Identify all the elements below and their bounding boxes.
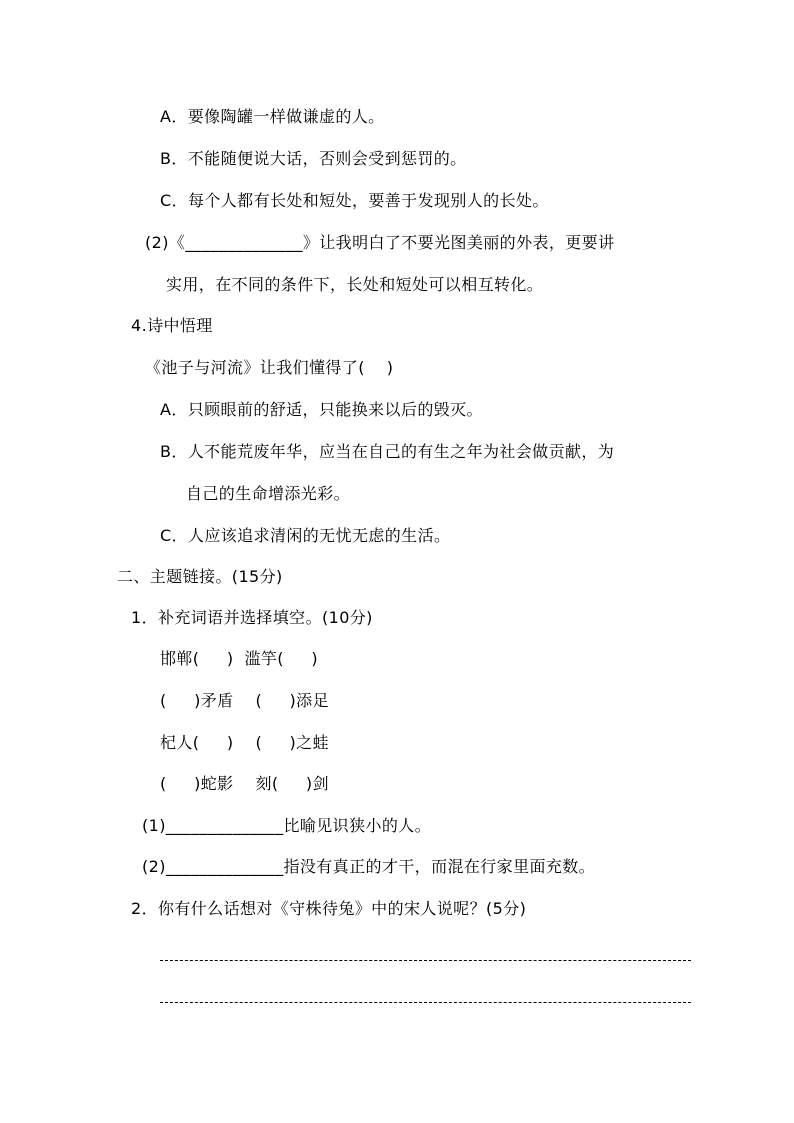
idiom-row-4: ( )蛇影 刻( )剑 bbox=[160, 774, 329, 793]
q3-option-c: C．每个人都有长处和短处，要善于发现别人的长处。 bbox=[160, 191, 549, 210]
q3-sub2-line1: (2)《______________》让我明白了不要光图美丽的外表，更要讲 bbox=[145, 233, 615, 252]
section2-heading: 二、主题链接。(15分) bbox=[117, 567, 283, 586]
q4-option-c: C．人应该追求清闲的无忧无虑的生活。 bbox=[160, 526, 451, 545]
q3-option-b: B．不能随便说大话，否则会受到惩罚的。 bbox=[160, 149, 467, 168]
q4-heading: 4.诗中悟理 bbox=[131, 316, 213, 335]
answer-line-2[interactable] bbox=[160, 982, 691, 1003]
idiom-row-1: 邯郸( ) 滥竽( ) bbox=[160, 649, 318, 668]
q3-option-a: A．要像陶罐一样做谦虚的人。 bbox=[160, 107, 385, 126]
q4-option-b-line1: B．人不能荒废年华，应当在自己的有生之年为社会做贡献，为 bbox=[160, 442, 615, 461]
fill-blank-2: (2)______________指没有真正的才干，而混在行家里面充数。 bbox=[142, 857, 596, 876]
section2-q1-heading: 1．补充词语并选择填空。(10分) bbox=[131, 608, 373, 627]
q3-sub2-line2: 实用，在不同的条件下，长处和短处可以相互转化。 bbox=[166, 275, 544, 294]
q4-prompt: 《池子与河流》让我们懂得了( ) bbox=[145, 358, 394, 377]
section2-q2-heading: 2．你有什么话想对《守株待兔》中的宋人说呢？(5分) bbox=[131, 899, 527, 918]
fill-blank-1: (1)______________比喻见识狭小的人。 bbox=[142, 816, 432, 835]
idiom-row-2: ( )矛盾 ( )添足 bbox=[160, 691, 329, 710]
q4-option-b-line2: 自己的生命增添光彩。 bbox=[186, 484, 351, 503]
answer-line-1[interactable] bbox=[160, 940, 691, 961]
idiom-row-3: 杞人( ) ( )之蛙 bbox=[160, 733, 329, 752]
q4-option-a: A．只顾眼前的舒适，只能换来以后的毁灭。 bbox=[160, 400, 483, 419]
